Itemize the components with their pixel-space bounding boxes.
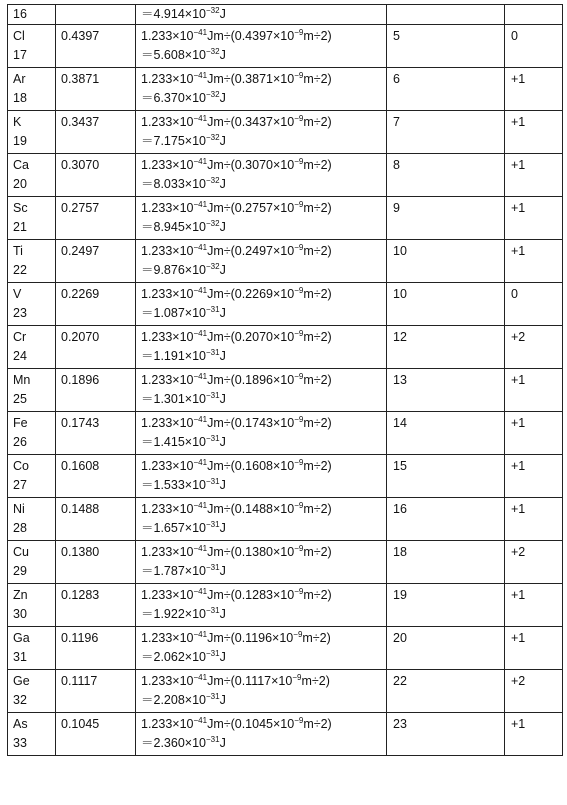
radius-cell: [56, 197, 136, 240]
table-row: [8, 498, 563, 541]
column-5-value: 0: [511, 29, 518, 43]
column-4-value: 8: [393, 158, 400, 172]
radius-value: 0.3070: [61, 158, 100, 172]
change-cell: [505, 713, 563, 756]
atomic-number: 17: [13, 48, 27, 62]
calc-formula: $1.233\times 10^{-41}Jm\div(0.4397\times 10^{-9}m\div 2)$: [141, 28, 332, 43]
calc-result: $=7.175\times 10^{-32}J$: [141, 133, 226, 148]
element-symbol: Ni: [13, 502, 25, 516]
element-cell: [8, 25, 56, 68]
radius-cell: [56, 240, 136, 283]
calculation-cell: [136, 541, 387, 584]
calc-formula: $1.233\times 10^{-41}Jm\div(0.2269\times 10^{-9}m\div 2)$: [141, 286, 332, 301]
element-energy-table: [7, 4, 563, 756]
column-5-value: +1: [511, 502, 526, 516]
change-cell: [505, 455, 563, 498]
calc-result: $=1.415\times 10^{-31}J$: [141, 434, 226, 449]
change-cell: [505, 111, 563, 154]
atomic-number: 16: [13, 7, 27, 21]
calc-result: $=1.787\times 10^{-31}J$: [141, 563, 226, 578]
column-5-value: +1: [511, 416, 526, 430]
radius-value: 0.1117: [61, 674, 98, 688]
calculation-cell: [136, 283, 387, 326]
calc-formula: $1.233\times 10^{-41}Jm\div(0.1380\times 10^{-9}m\div 2)$: [141, 544, 332, 559]
calc-result: $=4.914\times 10^{-32}J$: [141, 6, 226, 21]
element-cell: [8, 627, 56, 670]
table-row: [8, 283, 563, 326]
radius-cell: [56, 326, 136, 369]
atomic-number: 18: [13, 91, 27, 105]
radius-cell: [56, 283, 136, 326]
calc-result: $=8.033\times 10^{-32}J$: [141, 176, 226, 191]
column-4-value: 7: [393, 115, 400, 129]
element-symbol: Cu: [13, 545, 29, 559]
change-cell: [505, 68, 563, 111]
calc-formula: $1.233\times 10^{-41}Jm\div(0.1117\times 10^{-9}m\div 2)$: [141, 673, 330, 688]
radius-cell: [56, 369, 136, 412]
radius-value: 0.3871: [61, 72, 100, 86]
calc-result: $=8.945\times 10^{-32}J$: [141, 219, 226, 234]
value-cell: [387, 5, 505, 25]
element-symbol: Co: [13, 459, 29, 473]
radius-cell: [56, 498, 136, 541]
value-cell: [387, 584, 505, 627]
table-row: [8, 713, 563, 756]
calculation-cell: [136, 584, 387, 627]
element-symbol: Cl: [13, 29, 25, 43]
atomic-number: 29: [13, 564, 27, 578]
radius-cell: [56, 68, 136, 111]
radius-cell: [56, 627, 136, 670]
element-symbol: Sc: [13, 201, 28, 215]
table-row: [8, 25, 563, 68]
column-4-value: 5: [393, 29, 400, 43]
table-row: [8, 670, 563, 713]
radius-cell: [56, 713, 136, 756]
column-5-value: +1: [511, 201, 526, 215]
value-cell: [387, 541, 505, 584]
atomic-number: 19: [13, 134, 27, 148]
column-4-value: 14: [393, 416, 407, 430]
value-cell: [387, 627, 505, 670]
column-4-value: 9: [393, 201, 400, 215]
column-4-value: 22: [393, 674, 407, 688]
calc-result: $=2.360\times 10^{-31}J$: [141, 735, 226, 750]
value-cell: [387, 111, 505, 154]
radius-value: 0.1380: [61, 545, 100, 559]
calc-formula: $1.233\times 10^{-41}Jm\div(0.1196\times 10^{-9}m\div 2)$: [141, 630, 331, 645]
radius-value: 0.4397: [61, 29, 100, 43]
atomic-number: 24: [13, 349, 27, 363]
radius-cell: [56, 111, 136, 154]
calc-result: $=1.533\times 10^{-31}J$: [141, 477, 226, 492]
document-page: [7, 4, 562, 756]
column-5-value: +1: [511, 717, 526, 731]
element-symbol: As: [13, 717, 28, 731]
element-cell: [8, 283, 56, 326]
calculation-cell: [136, 670, 387, 713]
element-symbol: Ti: [13, 244, 23, 258]
change-cell: [505, 627, 563, 670]
column-4-value: 10: [393, 244, 407, 258]
table-row: [8, 326, 563, 369]
radius-value: 0.1896: [61, 373, 100, 387]
element-symbol: Ge: [13, 674, 30, 688]
table-row: [8, 154, 563, 197]
change-cell: [505, 412, 563, 455]
column-5-value: +1: [511, 373, 526, 387]
radius-cell: [56, 5, 136, 25]
change-cell: [505, 240, 563, 283]
value-cell: [387, 25, 505, 68]
element-cell: [8, 455, 56, 498]
element-symbol: Zn: [13, 588, 28, 602]
column-5-value: +1: [511, 588, 526, 602]
value-cell: [387, 68, 505, 111]
calc-result: $=1.191\times 10^{-31}J$: [141, 348, 226, 363]
column-4-value: 13: [393, 373, 407, 387]
atomic-number: 26: [13, 435, 27, 449]
change-cell: [505, 541, 563, 584]
radius-value: 0.1488: [61, 502, 100, 516]
calculation-cell: [136, 326, 387, 369]
column-4-value: 20: [393, 631, 407, 645]
value-cell: [387, 412, 505, 455]
column-5-value: 0: [511, 287, 518, 301]
calculation-cell: [136, 5, 387, 25]
column-5-value: +2: [511, 545, 526, 559]
change-cell: [505, 326, 563, 369]
table-row: [8, 68, 563, 111]
radius-cell: [56, 25, 136, 68]
change-cell: [505, 369, 563, 412]
atomic-number: 27: [13, 478, 27, 492]
radius-cell: [56, 541, 136, 584]
calc-formula: $1.233\times 10^{-41}Jm\div(0.1045\times 10^{-9}m\div 2)$: [141, 716, 332, 731]
radius-value: 0.1743: [61, 416, 100, 430]
column-5-value: +1: [511, 631, 526, 645]
calc-result: $=1.087\times 10^{-31}J$: [141, 305, 226, 320]
atomic-number: 20: [13, 177, 27, 191]
element-cell: [8, 68, 56, 111]
value-cell: [387, 240, 505, 283]
value-cell: [387, 713, 505, 756]
atomic-number: 32: [13, 693, 27, 707]
calculation-cell: [136, 412, 387, 455]
calculation-cell: [136, 68, 387, 111]
calc-formula: $1.233\times 10^{-41}Jm\div(0.1608\times 10^{-9}m\div 2)$: [141, 458, 332, 473]
column-4-value: 6: [393, 72, 400, 86]
change-cell: [505, 154, 563, 197]
calc-formula: $1.233\times 10^{-41}Jm\div(0.3070\times 10^{-9}m\div 2)$: [141, 157, 332, 172]
calc-formula: $1.233\times 10^{-41}Jm\div(0.3437\times 10^{-9}m\div 2)$: [141, 114, 332, 129]
value-cell: [387, 498, 505, 541]
column-4-value: 15: [393, 459, 407, 473]
element-cell: [8, 670, 56, 713]
element-cell: [8, 197, 56, 240]
value-cell: [387, 197, 505, 240]
calc-result: $=1.922\times 10^{-31}J$: [141, 606, 226, 621]
radius-value: 0.2497: [61, 244, 100, 258]
calc-result: $=5.608\times 10^{-32}J$: [141, 47, 226, 62]
calculation-cell: [136, 197, 387, 240]
radius-value: 0.2269: [61, 287, 100, 301]
calc-formula: $1.233\times 10^{-41}Jm\div(0.2070\times 10^{-9}m\div 2)$: [141, 329, 332, 344]
calc-result: $=9.876\times 10^{-32}J$: [141, 262, 226, 277]
column-5-value: +2: [511, 330, 526, 344]
calculation-cell: [136, 455, 387, 498]
table-row: [8, 111, 563, 154]
value-cell: [387, 154, 505, 197]
atomic-number: 22: [13, 263, 27, 277]
column-5-value: +1: [511, 459, 526, 473]
atomic-number: 31: [13, 650, 27, 664]
radius-value: 0.3437: [61, 115, 100, 129]
element-symbol: Ga: [13, 631, 30, 645]
radius-cell: [56, 154, 136, 197]
change-cell: [505, 283, 563, 326]
atomic-number: 23: [13, 306, 27, 320]
element-cell: [8, 412, 56, 455]
column-5-value: +1: [511, 158, 526, 172]
element-symbol: V: [13, 287, 22, 301]
column-4-value: 19: [393, 588, 407, 602]
calc-formula: $1.233\times 10^{-41}Jm\div(0.1283\times 10^{-9}m\div 2)$: [141, 587, 332, 602]
element-cell: [8, 541, 56, 584]
element-symbol: Ar: [13, 72, 26, 86]
element-cell: [8, 240, 56, 283]
change-cell: [505, 670, 563, 713]
atomic-number: 33: [13, 736, 27, 750]
value-cell: [387, 283, 505, 326]
element-symbol: K: [13, 115, 22, 129]
calculation-cell: [136, 498, 387, 541]
change-cell: [505, 25, 563, 68]
radius-cell: [56, 670, 136, 713]
column-5-value: +1: [511, 72, 526, 86]
atomic-number: 28: [13, 521, 27, 535]
calc-formula: $1.233\times 10^{-41}Jm\div(0.1896\times 10^{-9}m\div 2)$: [141, 372, 332, 387]
change-cell: [505, 584, 563, 627]
table-row: [8, 541, 563, 584]
table-row: [8, 240, 563, 283]
column-5-value: +1: [511, 244, 526, 258]
calc-result: $=1.301\times 10^{-31}J$: [141, 391, 226, 406]
table-row: [8, 584, 563, 627]
element-cell: [8, 154, 56, 197]
calc-formula: $1.233\times 10^{-41}Jm\div(0.1743\times 10^{-9}m\div 2)$: [141, 415, 332, 430]
radius-value: 0.1045: [61, 717, 100, 731]
value-cell: [387, 369, 505, 412]
calc-formula: $1.233\times 10^{-41}Jm\div(0.2497\times 10^{-9}m\div 2)$: [141, 243, 332, 258]
column-5-value: +1: [511, 115, 526, 129]
atomic-number: 30: [13, 607, 27, 621]
calc-result: $=6.370\times 10^{-32}J$: [141, 90, 226, 105]
element-cell: [8, 326, 56, 369]
radius-cell: [56, 584, 136, 627]
radius-cell: [56, 455, 136, 498]
calculation-cell: [136, 25, 387, 68]
element-symbol: Fe: [13, 416, 28, 430]
column-4-value: 18: [393, 545, 407, 559]
calculation-cell: [136, 713, 387, 756]
change-cell: [505, 498, 563, 541]
table-row: [8, 455, 563, 498]
calculation-cell: [136, 627, 387, 670]
column-4-value: 10: [393, 287, 407, 301]
value-cell: [387, 670, 505, 713]
element-cell: [8, 584, 56, 627]
atomic-number: 21: [13, 220, 27, 234]
radius-value: 0.1283: [61, 588, 100, 602]
element-cell: [8, 5, 56, 25]
column-5-value: +2: [511, 674, 526, 688]
atomic-number: 25: [13, 392, 27, 406]
table-row: [8, 627, 563, 670]
column-4-value: 12: [393, 330, 407, 344]
radius-value: 0.2070: [61, 330, 100, 344]
calc-formula: $1.233\times 10^{-41}Jm\div(0.3871\times 10^{-9}m\div 2)$: [141, 71, 332, 86]
radius-cell: [56, 412, 136, 455]
change-cell: [505, 197, 563, 240]
calculation-cell: [136, 111, 387, 154]
calc-result: $=2.062\times 10^{-31}J$: [141, 649, 226, 664]
element-cell: [8, 369, 56, 412]
table-row: [8, 412, 563, 455]
table-row: [8, 197, 563, 240]
radius-value: 0.2757: [61, 201, 100, 215]
table-row: [8, 369, 563, 412]
radius-value: 0.1196: [61, 631, 99, 645]
column-4-value: 23: [393, 717, 407, 731]
element-cell: [8, 713, 56, 756]
radius-value: 0.1608: [61, 459, 100, 473]
value-cell: [387, 455, 505, 498]
element-symbol: Mn: [13, 373, 31, 387]
calc-formula: $1.233\times 10^{-41}Jm\div(0.2757\times 10^{-9}m\div 2)$: [141, 200, 332, 215]
element-cell: [8, 498, 56, 541]
calc-result: $=2.208\times 10^{-31}J$: [141, 692, 226, 707]
calc-formula: $1.233\times 10^{-41}Jm\div(0.1488\times 10^{-9}m\div 2)$: [141, 501, 332, 516]
calculation-cell: [136, 369, 387, 412]
element-cell: [8, 111, 56, 154]
column-4-value: 16: [393, 502, 407, 516]
calculation-cell: [136, 240, 387, 283]
calculation-cell: [136, 154, 387, 197]
element-symbol: Cr: [13, 330, 27, 344]
element-symbol: Ca: [13, 158, 29, 172]
calc-result: $=1.657\times 10^{-31}J$: [141, 520, 226, 535]
change-cell: [505, 5, 563, 25]
value-cell: [387, 326, 505, 369]
table-row: [8, 5, 563, 25]
